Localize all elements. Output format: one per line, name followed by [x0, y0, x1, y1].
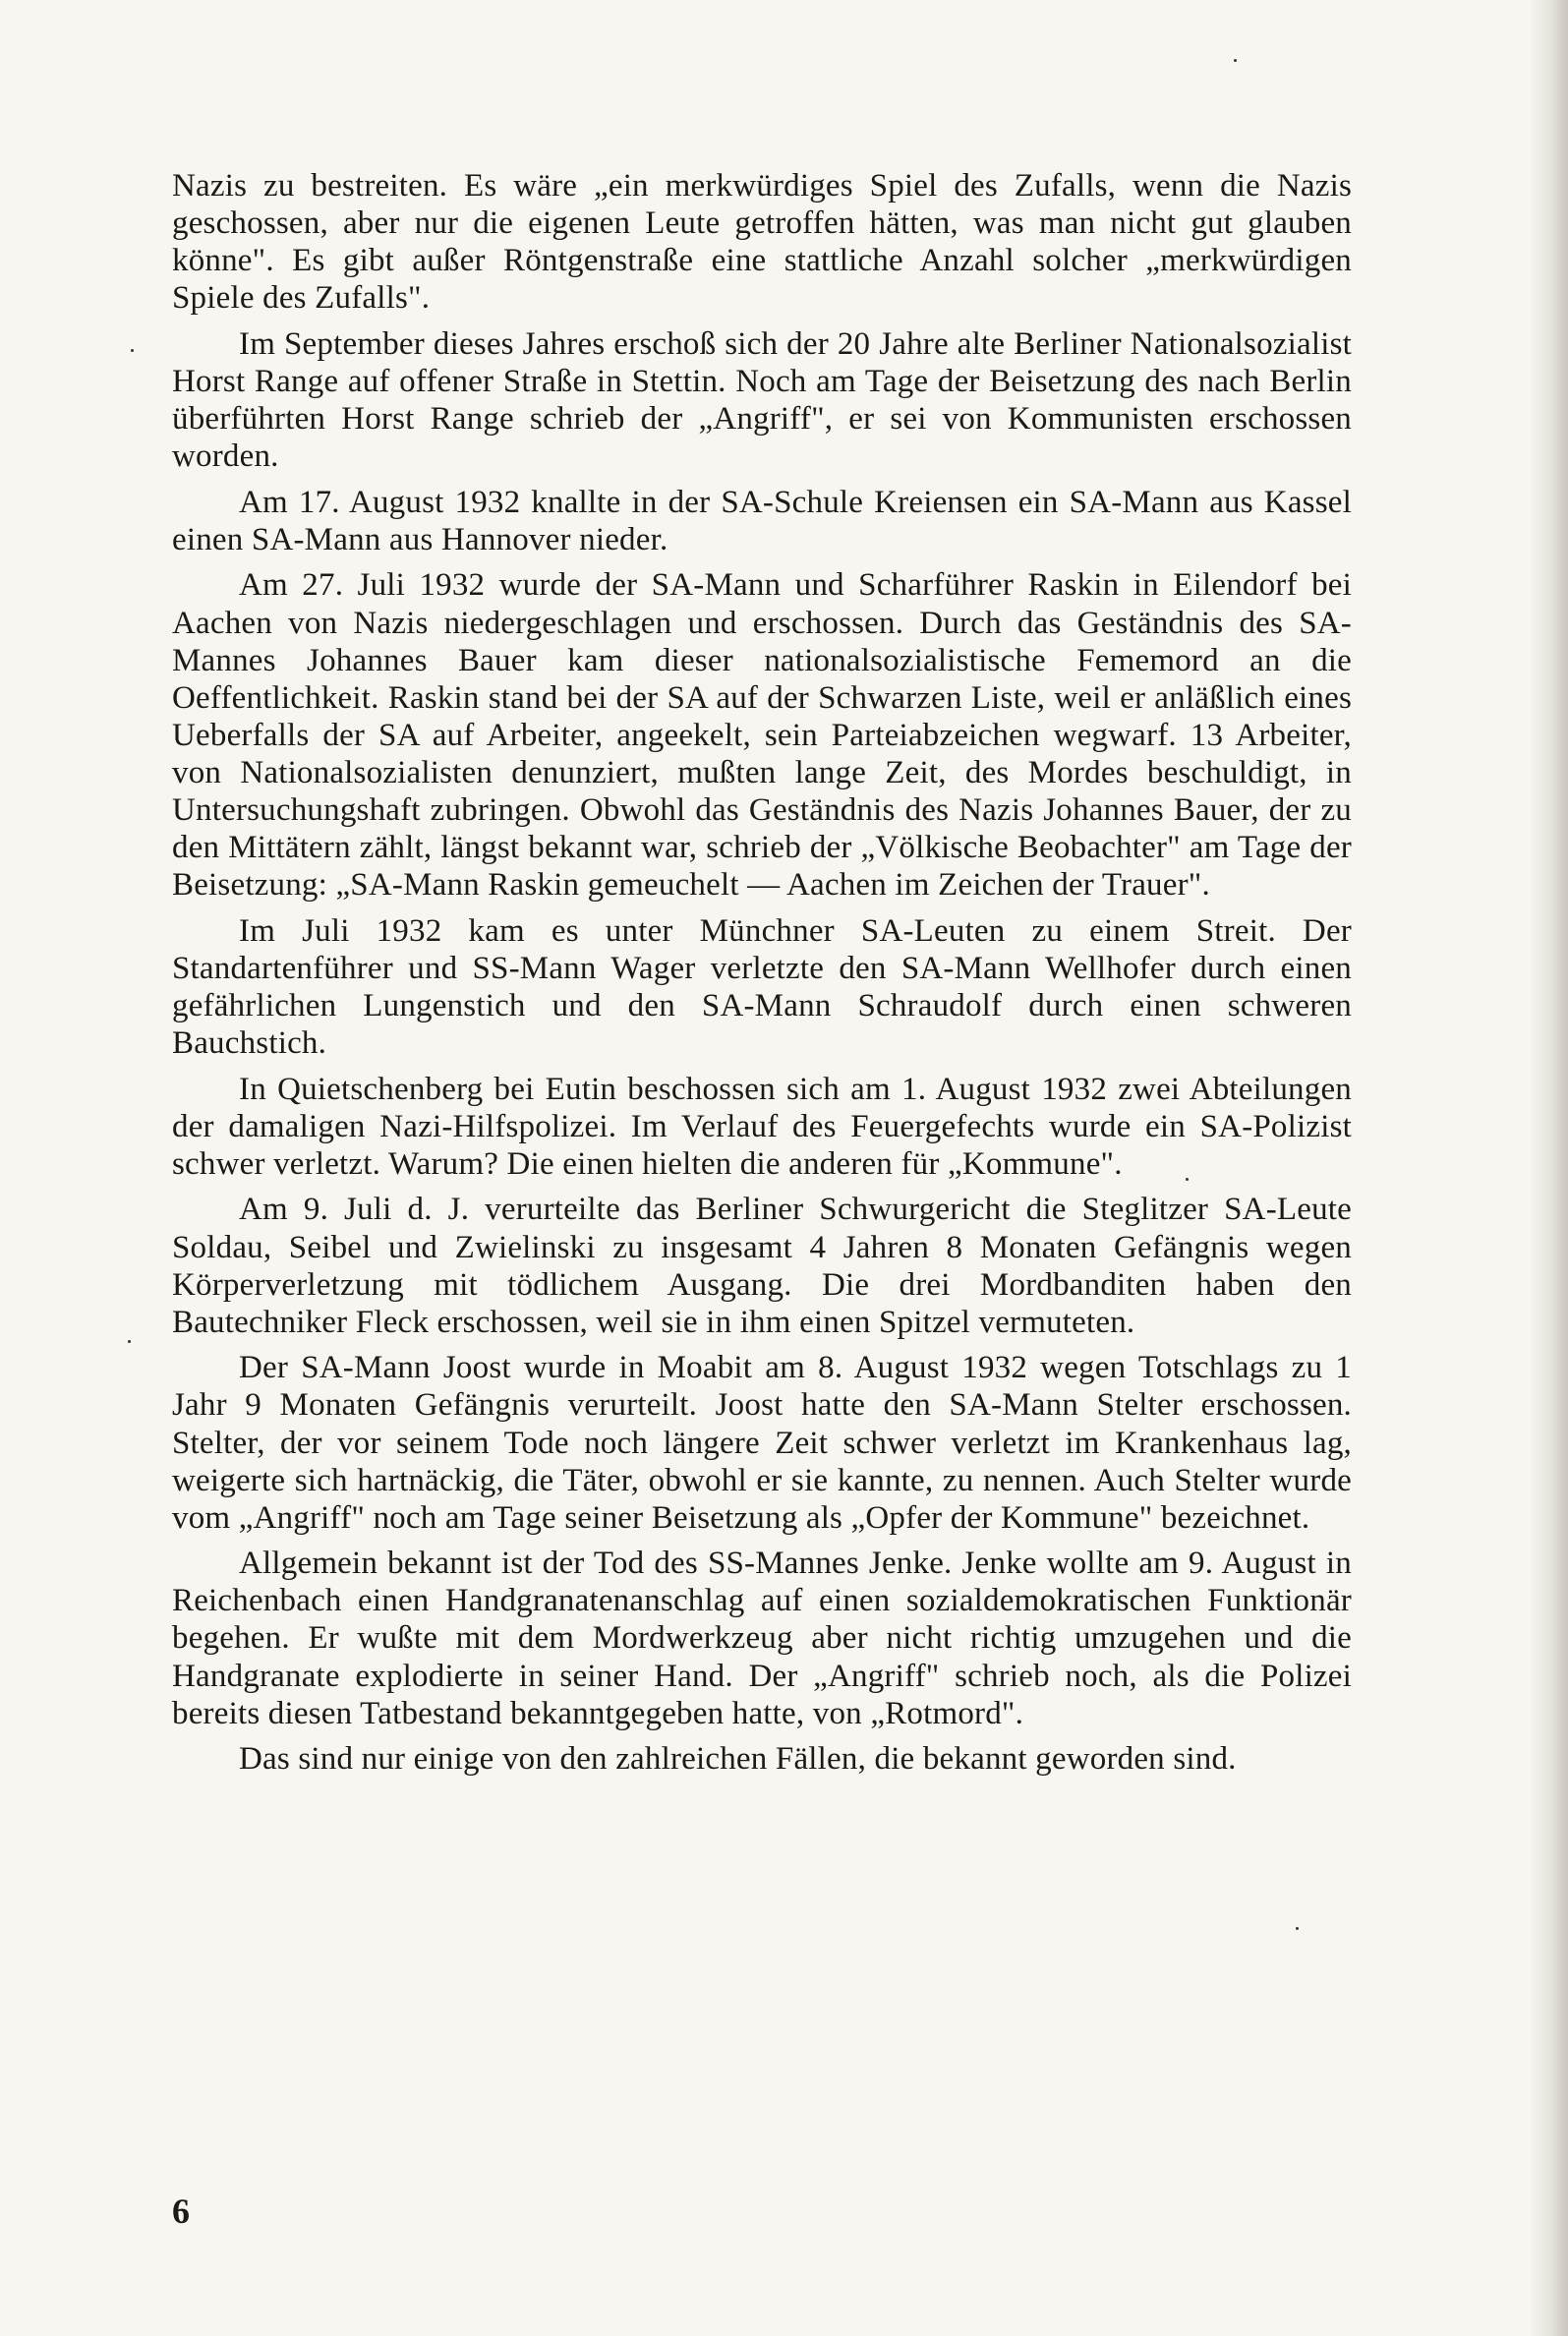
print-speck: [1234, 59, 1237, 62]
paragraph-10: Das sind nur einige von den zahlreichen Fällen, die bekannt geworden sind.: [239, 1741, 1237, 1778]
paragraph-3: Am 17. August 1932 knallte in der SA-Schule Kreiensen ein SA-Mann aus Kassel einen SA-Mann aus Hannover nieder.: [172, 484, 1352, 557]
print-speck: [1296, 1927, 1299, 1930]
paragraph-1: Nazis zu bestreiten. Es wäre „ein merkwürdiges Spiel des Zufalls, wenn die Nazis geschossen, aber nur die eigenen Leute getroffen hätten, was man nicht gut glauben könne". Es gibt außer Röntgenstraße eine stattliche Anzahl solcher „merkwürdigen Spiele des Zufalls".: [172, 168, 1352, 317]
paragraph-6: In Quietschenberg bei Eutin beschossen sich am 1. August 1932 zwei Abteilungen der damaligen Nazi-Hilfspolizei. Im Verlauf des Feuergefechts wurde ein SA-Polizist schwer verletzt. Warum? Die einen hielten die anderen für „Kommune".: [172, 1071, 1352, 1182]
paragraph-2: Im September dieses Jahres erschoß sich der 20 Jahre alte Berliner Nationalsozialist Horst Range auf offener Straße in Stettin. Noch am Tage der Beisetzung des nach Berlin überführten Horst Range schrieb der „Angriff", er sei von Kommunisten erschossen worden.: [172, 325, 1352, 475]
print-speck: [1186, 1178, 1189, 1181]
paragraph-7: Am 9. Juli d. J. verurteilte das Berliner Schwurgericht die Steglitzer SA-Leute Soldau, Seibel und Zwielinski zu insgesamt 4 Jahren 8 Monaten Gefängnis wegen Körperverletzung mit tödlichem Ausgang. Die drei Mordbanditen haben den Bautechniker Fleck erschossen, weil sie in ihm einen Spitzel vermuteten.: [172, 1192, 1352, 1340]
print-speck: [128, 1340, 131, 1343]
paragraph-8: Der SA-Mann Joost wurde in Moabit am 8. August 1932 wegen Totschlags zu 1 Jahr 9 Monaten Gefängnis verurteilt. Joost hatte den SA-Mann Stelter erschossen. Stelter, der vor seinem Tode noch längere Zeit schwer verletzt im Krankenhaus lag, weigerte sich hartnäckig, die Täter, obwohl er sie kannte, zu nennen. Auch Stelter wurde vom „Angriff" noch am Tage seiner Beisetzung als „Opfer der Kommune" bezeichnet.: [172, 1350, 1352, 1536]
page-edge-shadow: [1529, 0, 1568, 2336]
body-text: [172, 167, 1352, 1786]
paragraph-4: Am 27. Juli 1932 wurde der SA-Mann und Scharführer Raskin in Eilendorf bei Aachen von Nazis niedergeschlagen und erschossen. Durch das Geständnis des SA-Mannes Johannes Bauer kam dieser nationalsozialistische Fememord an die Oeffentlichkeit. Raskin stand bei der SA auf der Schwarzen Liste, weil er anläßlich eines Ueberfalls der SA auf Arbeiter, angeekelt, sein Parteiabzeichen wegwarf. 13 Arbeiter, von Nationalsozialisten denunziert, mußten lange Zeit, des Mordes beschuldigt, in Untersuchungshaft zubringen. Obwohl das Geständnis des Nazis Johannes Bauer, der zu den Mittätern zählt, längst bekannt war, schrieb der „Völkische Beobachter" am Tage der Beisetzung: „SA-Mann Raskin gemeuchelt — Aachen im Zeichen der Trauer".: [172, 567, 1352, 904]
paragraph-9: Allgemein bekannt ist der Tod des SS-Mannes Jenke. Jenke wollte am 9. August in Reichenbach einen Handgranatenanschlag auf einen sozialdemokratischen Funktionär begehen. Er wußte mit dem Mordwerkzeug aber nicht richtig umzugehen und die Handgranate explodierte in seiner Hand. Der „Angriff" schrieb noch, als die Polizei bereits diesen Tatbestand bekanntgegeben hatte, von „Rotmord".: [172, 1546, 1352, 1731]
page-number: 6: [172, 2191, 190, 2231]
paragraph-5: Im Juli 1932 kam es unter Münchner SA-Leuten zu einem Streit. Der Standartenführer und SS-Mann Wager verletzte den SA-Mann Wellhofer durch einen gefährlichen Lungenstich und den SA-Mann Schraudolf durch einen schweren Bauchstich.: [172, 912, 1352, 1062]
print-speck: [131, 349, 134, 352]
